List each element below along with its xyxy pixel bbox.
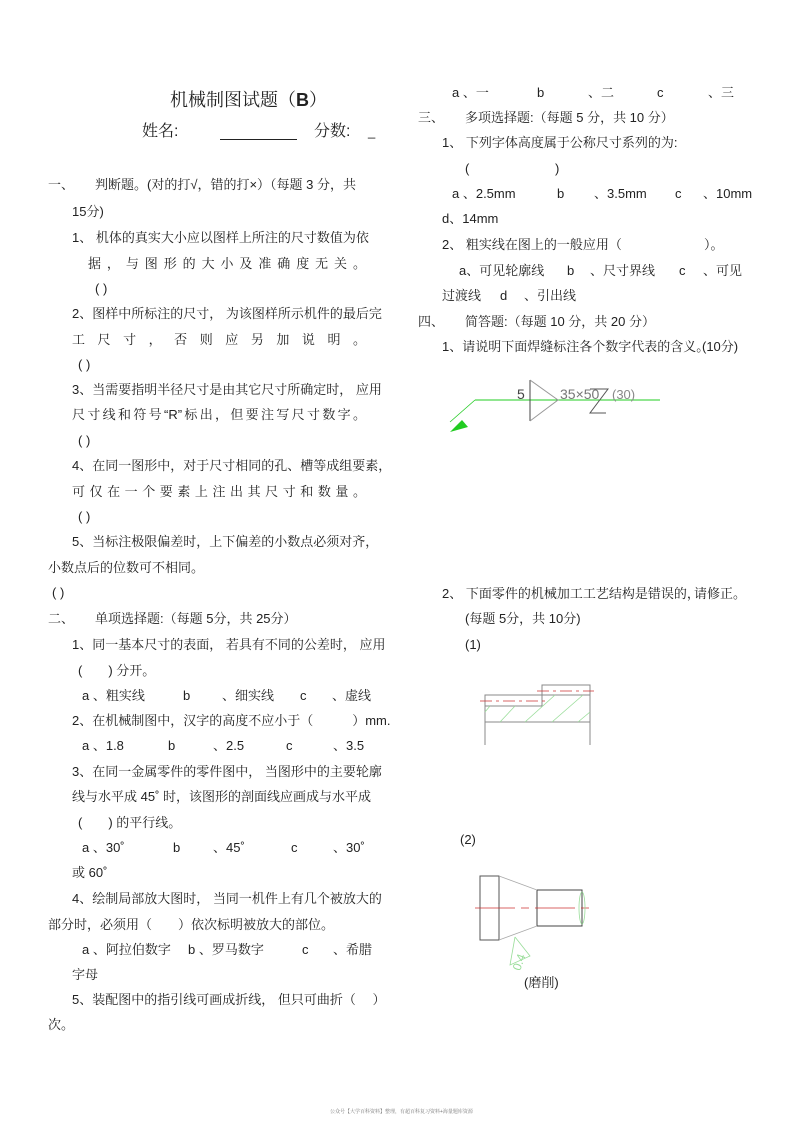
s2-q2-opt-c: c	[286, 738, 293, 753]
weld-mid-dim: 35×50	[560, 386, 600, 402]
s2-q1-opt-b: b	[183, 688, 191, 703]
stepped-part-figure	[480, 680, 600, 750]
s1-q4-answer: ( )	[78, 509, 91, 524]
s2-q3-opt-b-text: 、45˚	[213, 840, 245, 855]
title-text: 机械制图试题（	[170, 90, 296, 110]
fig2-caption: (磨削)	[524, 975, 559, 990]
name-blank	[220, 139, 297, 140]
section-2-heading: 单项选择题:（每题 5分，共 25分）	[95, 611, 297, 626]
s3-q1-opt-c: c	[675, 186, 682, 201]
s3-q2-opt-cont: 过渡线	[442, 288, 482, 303]
s2-q1-opt-c: c	[300, 688, 307, 703]
section-4-heading: 简答题:（每题 10 分，共 20 分）	[465, 314, 655, 329]
s1-q1-line1: 1、 机体的真实大小应以图样上所注的尺寸数值为依	[72, 230, 369, 245]
s2-q5-opt-a: a 、一	[452, 85, 489, 100]
name-label: 姓名:	[142, 123, 179, 140]
s2-q5-opt-b-text: 、二	[588, 85, 615, 100]
footer-note: 公众号【大学百科资料】整理，有超百科复习资料+海量题库资源	[330, 1109, 473, 1115]
s2-q3-opt-c: c	[291, 840, 298, 855]
section-4-number: 四、	[418, 314, 445, 329]
s2-q4-line2: 部分时，必须用（ ）依次标明被放大的部位。	[48, 917, 335, 932]
weld-right-dim: (30)	[612, 387, 636, 402]
s3-q2-opt-d-text: 、引出线	[524, 288, 577, 303]
s3-q1-paren-close: )	[555, 161, 560, 176]
s3-q1-paren-open: (	[465, 161, 470, 176]
fig1-label: (1)	[465, 637, 481, 652]
s3-q1-opt-a: a 、2.5mm	[452, 186, 516, 201]
s2-q5-line1: 5、装配图中的指引线可画成折线， 但只可曲折（ ）	[72, 992, 386, 1007]
section-1-heading: 判断题。(对的打√，错的打×）（每题 3 分，共	[95, 177, 357, 192]
s2-q2-opt-a: a 、1.8	[82, 738, 124, 753]
s2-q4-opt-c: c	[302, 942, 309, 957]
s2-q2-line1: 2、在机械制图中，汉字的高度不应小于（ ）mm.	[72, 713, 391, 728]
s1-q5-answer: ( )	[52, 585, 65, 600]
s4-q1-points: (10分)	[702, 339, 739, 354]
s2-q4-line1: 4、绘制局部放大图时， 当同一机件上有几个被放大的	[72, 891, 382, 906]
s3-q2-opt-b: b	[567, 263, 575, 278]
s1-q1-answer: ( )	[95, 281, 108, 296]
s2-q2-opt-b-text: 、2.5	[213, 738, 245, 753]
page-title	[170, 89, 327, 111]
s2-q3-opt-a: a 、30˚	[82, 840, 125, 855]
s2-q5-opt-b: b	[537, 85, 545, 100]
s2-q4-opt-b: b 、罗马数字	[188, 942, 264, 957]
score-label: 分数:	[314, 123, 351, 140]
s2-q1-opt-c-text: 、虚线	[332, 688, 372, 703]
s2-q3-line2: 线与水平成 45˚ 时，该图形的剖面线应画成与水平成	[72, 789, 372, 804]
title-variant: B	[296, 90, 309, 110]
section-2-number: 二、	[48, 611, 75, 626]
s3-q1-opt-c-text: 、10mm	[703, 186, 753, 201]
s2-q5-opt-c-text: 、三	[708, 85, 735, 100]
s3-q2-paren-close: ）。	[704, 237, 724, 252]
s3-q1-opt-b-text: 、3.5mm	[594, 186, 647, 201]
s3-q2-opt-b-text: 、尺寸界线	[590, 263, 656, 278]
s2-q1-opt-a: a 、粗实线	[82, 688, 145, 703]
s2-q3-opt-b: b	[173, 840, 181, 855]
s4-q2-line1-tail: 请修正。	[694, 586, 747, 601]
title-close: ）	[309, 90, 327, 110]
s1-q2-line2: 工 尺 寸 ， 否 则 应 另 加 说 明 。	[72, 332, 366, 347]
section-1-heading-cont: 15分)	[72, 204, 104, 219]
s2-q4-opt-c-text: 、希腊	[333, 942, 373, 957]
s2-q3-opt-cont: 或 60˚	[72, 865, 108, 880]
s1-q5-line2: 小数点后的位数可不相同。	[48, 560, 205, 575]
s1-q4-line1: 4、在同一图形中，对于尺寸相同的孔、槽等成组要素，	[72, 458, 392, 473]
s1-q5-line1: 5、当标注极限偏差时，上下偏差的小数点必须对齐，	[72, 534, 379, 549]
s2-q4-opt-cont: 字母	[72, 967, 99, 982]
s1-q2-answer: ( )	[78, 357, 91, 372]
s1-q4-line2: 可 仅 在 一 个 要 素 上 注 出 其 尺 寸 和 数 量 。	[72, 484, 366, 499]
s3-q2-opt-c: c	[679, 263, 686, 278]
section-3-number: 三、	[418, 110, 445, 125]
s1-q3-answer: ( )	[78, 433, 91, 448]
s3-q1-opt-b: b	[557, 186, 565, 201]
weld-symbol-figure	[460, 370, 690, 450]
s2-q4-opt-a: a 、阿拉伯数字	[82, 942, 171, 957]
score-blank: _	[368, 124, 376, 139]
s1-q3-line2: 尺寸线和符号“R”标出，但要注写尺寸数字。	[72, 407, 366, 422]
s3-q2-opt-c-text: 、可见	[703, 263, 743, 278]
s3-q2-opt-a: a、可见轮廓线	[459, 263, 545, 278]
s1-q3-line1: 3、当需要指明半径尺寸是由其它尺寸所确定时， 应用	[72, 382, 382, 397]
s4-q2-line2: (每题 5分，共 10分)	[465, 611, 581, 626]
s2-q1-line1: 1、同一基本尺寸的表面， 若具有不同的公差时， 应用	[72, 637, 386, 652]
weld-left-dim: 5	[517, 386, 525, 402]
roughness-value: 0.4	[509, 951, 529, 973]
shaft-figure	[475, 870, 605, 973]
s2-q2-opt-c-text: 、3.5	[333, 738, 365, 753]
s3-q1-opt-d: d、14mm	[442, 211, 499, 226]
section-3-heading: 多项选择题:（每题 5 分，共 10 分）	[465, 110, 674, 125]
s2-q3-line3: ( ) 的平行线。	[78, 815, 182, 830]
s2-q1-opt-b-text: 、细实线	[222, 688, 275, 703]
s3-q1-line1: 1、 下列字体高度属于公称尺寸系列的为:	[442, 135, 678, 150]
s1-q1-line2: 据 ， 与 图 形 的 大 小 及 准 确 度 无 关 。	[88, 256, 366, 271]
fig2-label: (2)	[460, 832, 476, 847]
section-1-number: 一、	[48, 177, 75, 192]
s2-q5-line2: 次。	[48, 1017, 75, 1032]
s2-q2-opt-b: b	[168, 738, 176, 753]
s2-q3-opt-c-text: 、30˚	[333, 840, 365, 855]
s2-q1-line2: ( ) 分开。	[78, 663, 156, 678]
s2-q5-opt-c: c	[657, 85, 664, 100]
s1-q2-line1: 2、图样中所标注的尺寸， 为该图样所示机件的最后完	[72, 306, 382, 321]
s4-q1-text: 1、请说明下面焊缝标注各个数字代表的含义。	[442, 339, 710, 354]
s3-q2-line1: 2、 粗实线在图上的一般应用（	[442, 237, 622, 252]
s3-q2-opt-d: d	[500, 288, 508, 303]
s4-q2-line1: 2、 下面零件的机械加工工艺结构是错误的，	[442, 586, 700, 601]
s2-q3-line1: 3、在同一金属零件的零件图中， 当图形中的主要轮廓	[72, 764, 382, 779]
